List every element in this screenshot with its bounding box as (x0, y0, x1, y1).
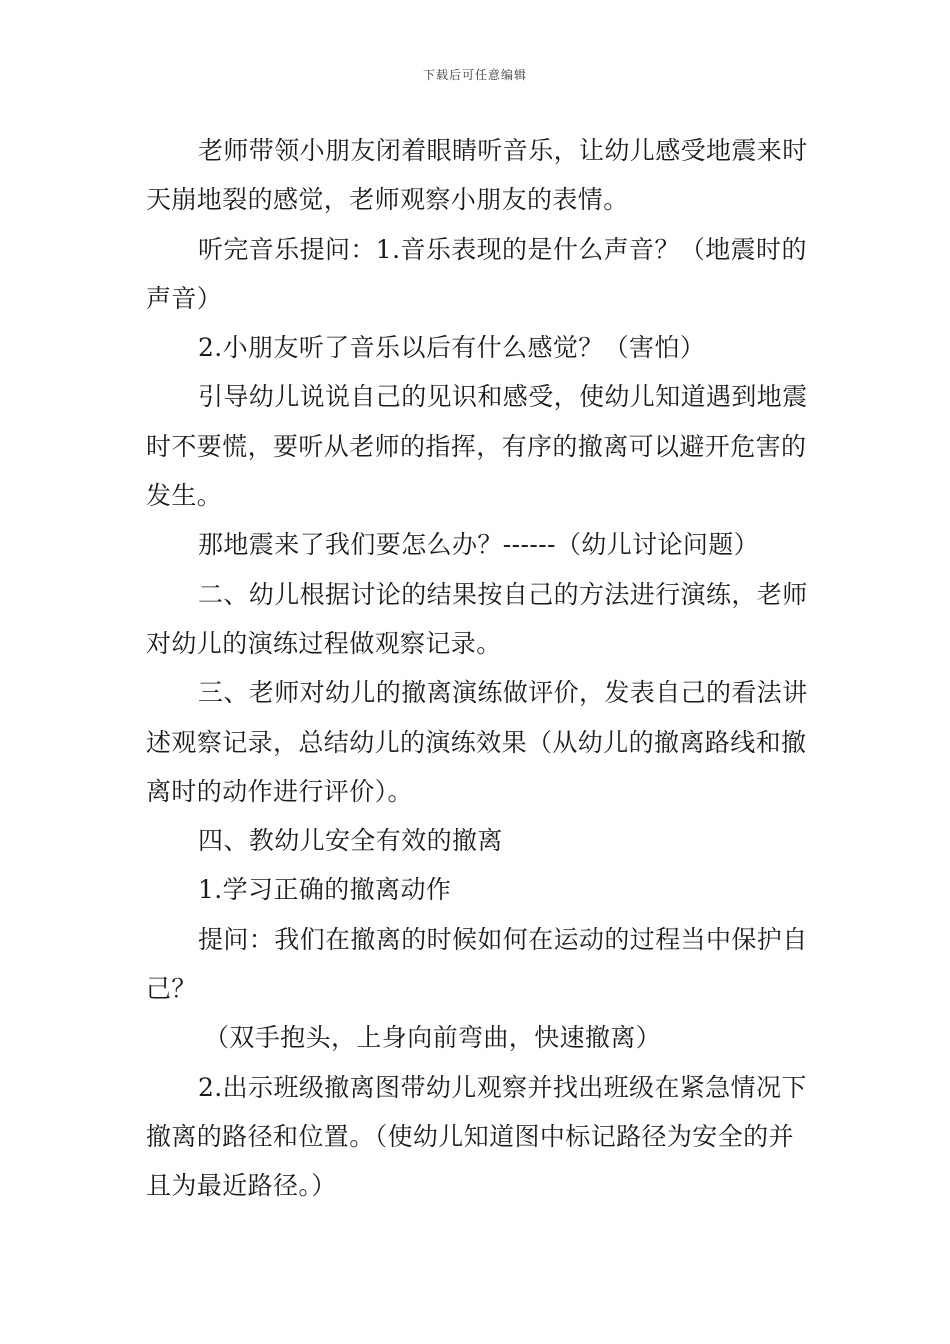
paragraph-item-2: 2.出示班级撤离图带幼儿观察并找出班级在紧急情况下撤离的路径和位置。（使幼儿知道图中标记路径为安全的并且为最近路径。） (146, 1072, 807, 1201)
paragraph-discussion: 那地震来了我们要怎么办？------（幼儿讨论问题） (198, 530, 760, 560)
paragraph-section-4-heading: 四、教幼儿安全有效的撤离 (198, 826, 503, 856)
paragraph-question-2: 2.小朋友听了音乐以后有什么感觉？（害怕） (198, 333, 706, 363)
page-header-note: 下载后可任意编辑 (422, 68, 527, 82)
paragraph-question-1: 听完音乐提问：1.音乐表现的是什么声音？（地震时的声音） (146, 234, 807, 313)
document-body (146, 126, 810, 1211)
paragraph-answer-protect: （双手抱头，上身向前弯曲，快速撤离） (204, 1023, 662, 1053)
paragraph-question-protect: 提问：我们在撤离的时候如何在运动的过程当中保护自己？ (146, 924, 808, 1004)
paragraph-section-3: 三、老师对幼儿的撤离演练做评价，发表自己的看法讲述观察记录，总结幼儿的演练效果（从幼儿的撤离路线和撤离时的动作进行评价）。 (146, 678, 808, 806)
paragraph-listen-music: 老师带领小朋友闭着眼睛听音乐，让幼儿感受地震来时天崩地裂的感觉，老师观察小朋友的表情。 (146, 136, 808, 215)
paragraph-section-2: 二、幼儿根据讨论的结果按自己的方法进行演练，老师对幼儿的演练过程做观察记录。 (146, 579, 808, 658)
paragraph-guidance: 引导幼儿说说自己的见识和感受，使幼儿知道遇到地震时不要慌，要听从老师的指挥，有序的撤离可以避开危害的发生。 (146, 382, 808, 511)
paragraph-item-1: 1.学习正确的撤离动作 (198, 875, 452, 905)
